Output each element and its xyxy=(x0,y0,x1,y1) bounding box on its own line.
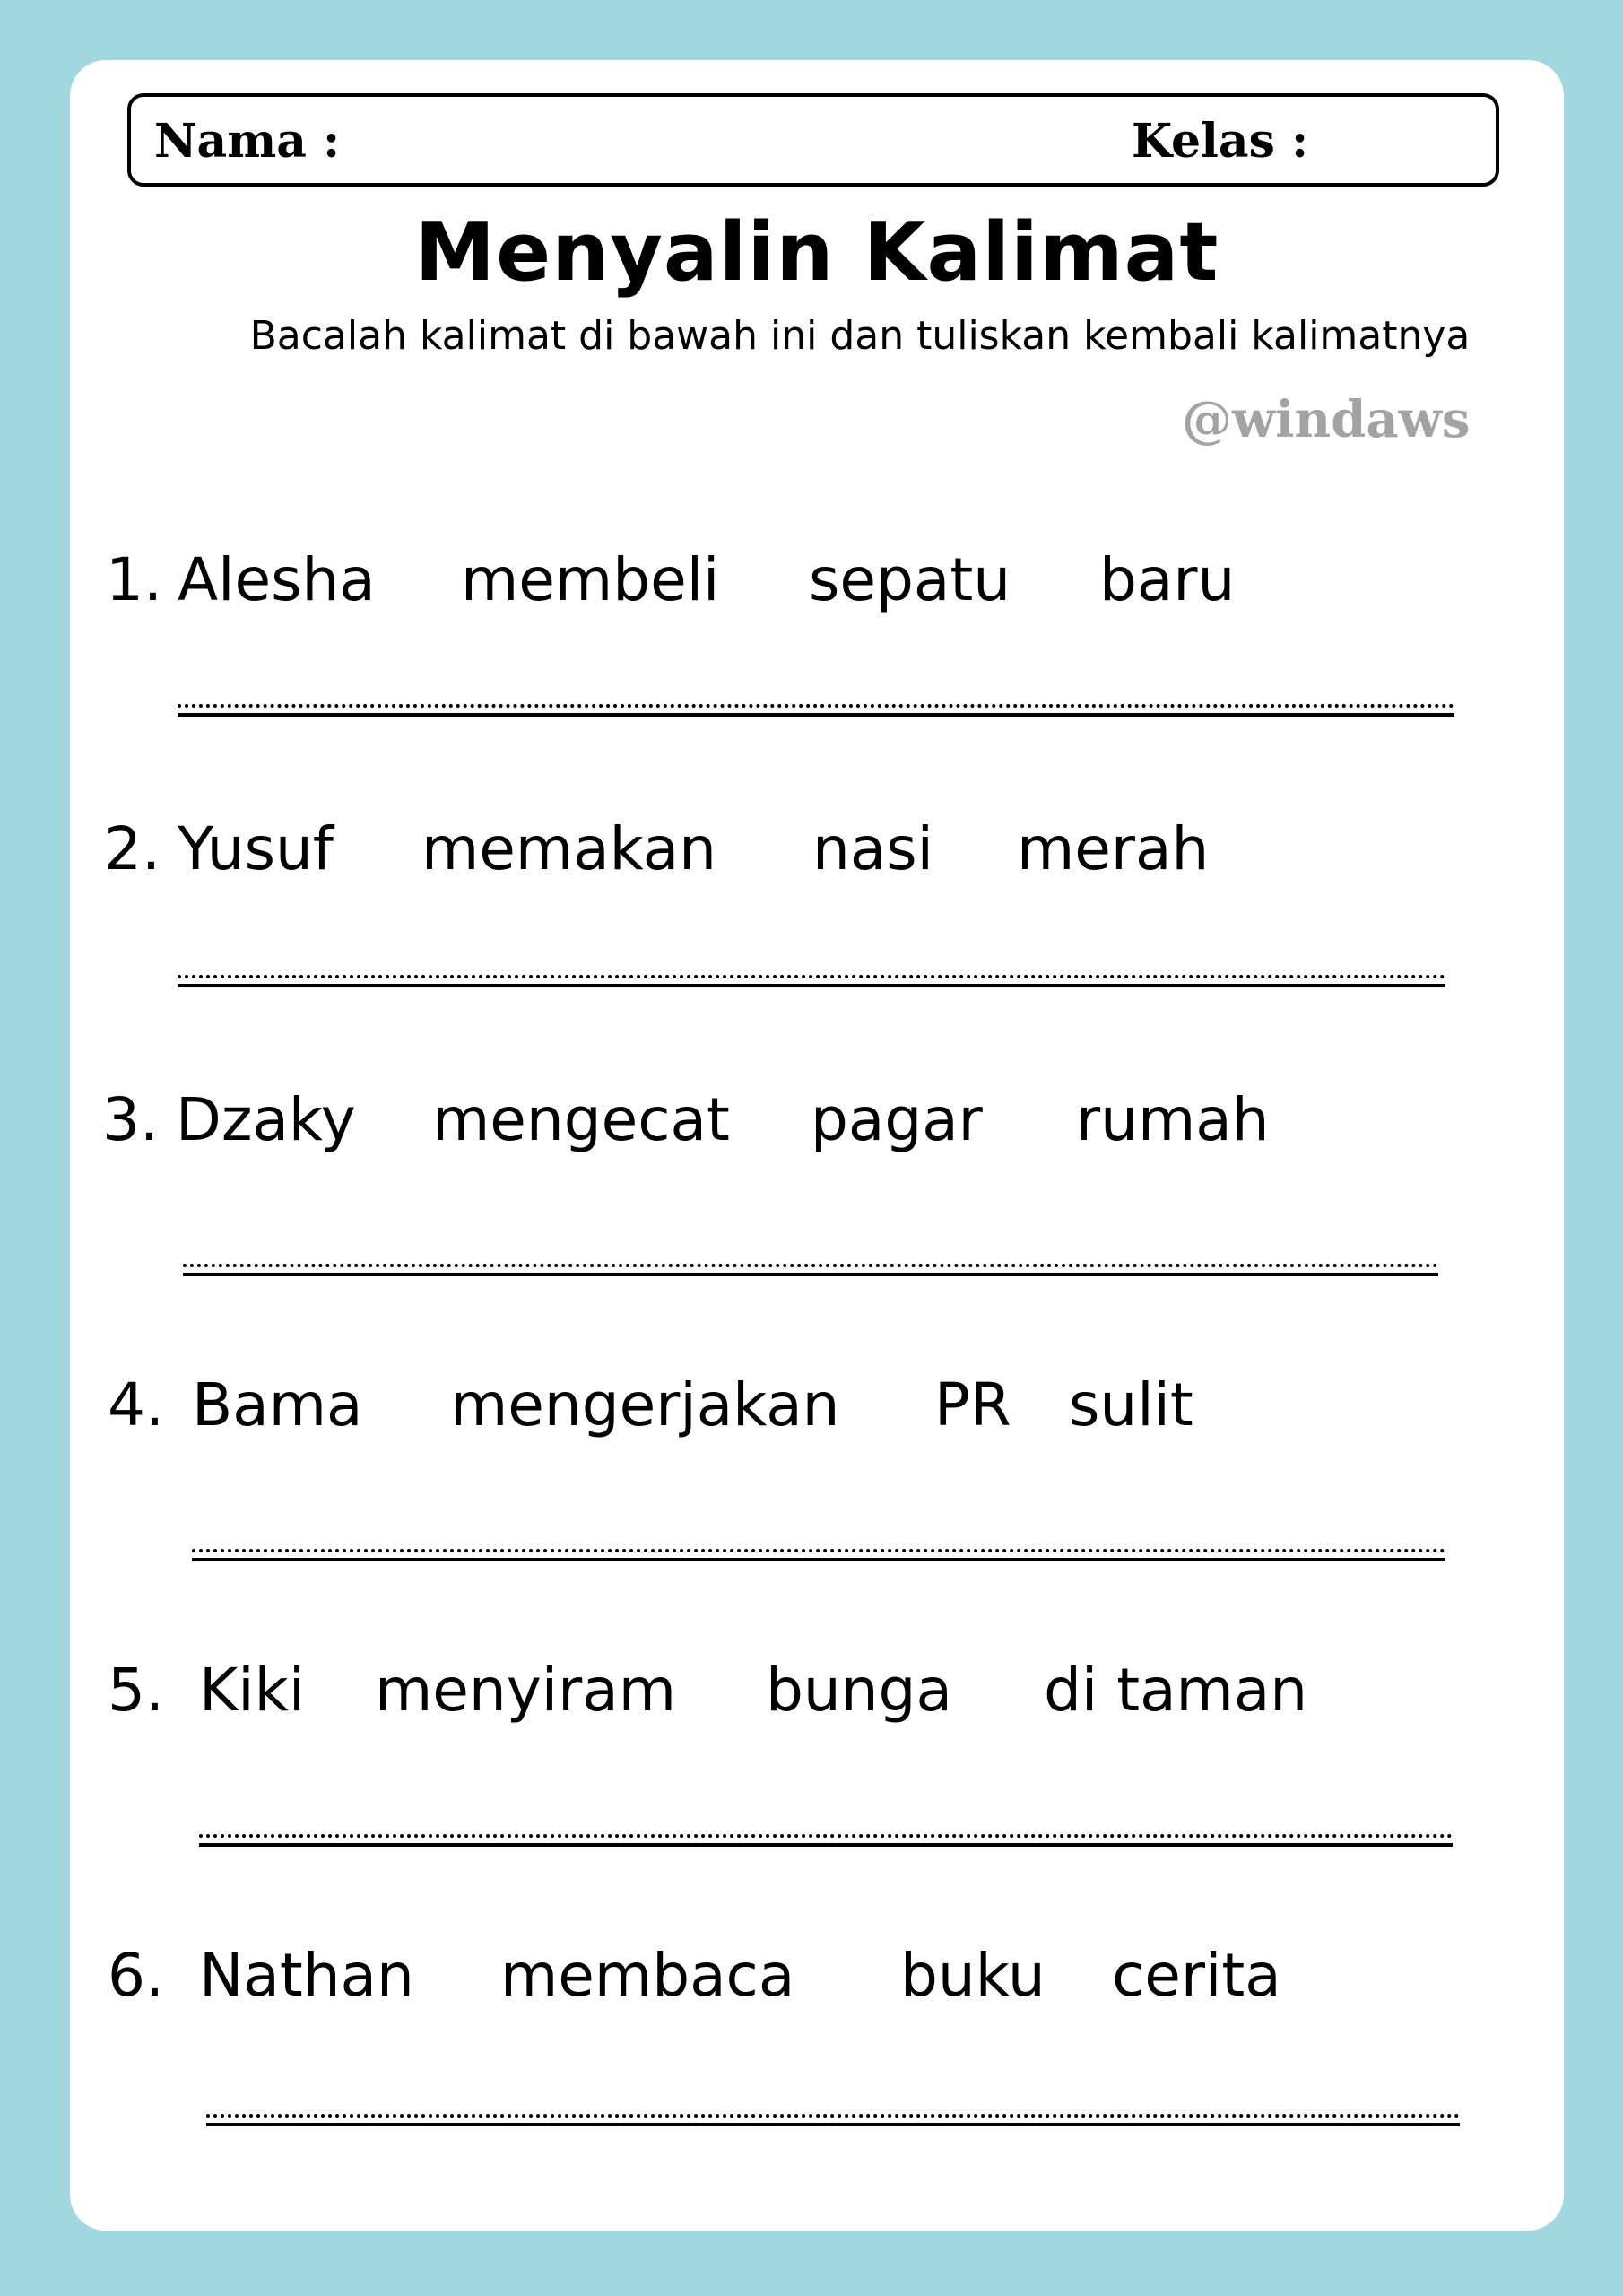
writing-line[interactable] xyxy=(178,975,1445,987)
exercise-item xyxy=(70,1370,1564,1639)
page-title: Menyalin Kalimat xyxy=(414,205,1219,300)
sentence-word: sepatu xyxy=(809,545,1011,614)
sentence-word: bunga xyxy=(766,1656,952,1725)
item-number: 6. xyxy=(108,1941,164,2010)
exercise-item xyxy=(70,1084,1564,1353)
exercise-item xyxy=(70,1940,1564,2209)
instruction-text: Bacalah kalimat di bawah ini dan tuliskan kembali kalimatnya xyxy=(249,313,1471,359)
worksheet xyxy=(70,60,1564,2231)
exercise-item xyxy=(70,813,1564,1083)
exercise-item xyxy=(70,1655,1564,1924)
item-number: 2. xyxy=(104,814,161,883)
item-number: 5. xyxy=(108,1656,164,1725)
sentence-word: memakan xyxy=(421,814,716,883)
writing-line[interactable] xyxy=(192,1549,1445,1561)
sentence-word: sulit xyxy=(1069,1370,1193,1439)
sentence-word: Alesha xyxy=(178,545,376,614)
item-number: 3. xyxy=(102,1085,159,1154)
sentence-word: Bama xyxy=(192,1370,363,1439)
sentence-word: membaca xyxy=(500,1941,795,2010)
sentence-word: menyiram xyxy=(375,1656,676,1725)
sentence-word: Yusuf xyxy=(178,814,334,883)
exercise-item xyxy=(70,544,1564,813)
sentence-word: Nathan xyxy=(199,1941,414,2010)
sentence-word: buku xyxy=(900,1941,1046,2010)
sentence-word: Dzaky xyxy=(176,1085,356,1154)
sentence-word: mengecat xyxy=(432,1085,730,1154)
sentence-word: mengerjakan xyxy=(450,1370,840,1439)
sentence-word: PR xyxy=(934,1370,1011,1439)
sentence-word: cerita xyxy=(1112,1941,1281,2010)
watermark: @windaws xyxy=(1182,390,1471,449)
item-number: 4. xyxy=(108,1370,164,1439)
sentence-word: membeli xyxy=(461,545,720,614)
sentence-word: nasi xyxy=(812,814,933,883)
sentence-word: Kiki xyxy=(199,1656,306,1725)
sentence-word: merah xyxy=(1017,814,1210,883)
name-label: Nama : xyxy=(154,114,341,169)
sentence-word: rumah xyxy=(1076,1085,1270,1154)
sentence-word: pagar xyxy=(811,1085,983,1154)
writing-line[interactable] xyxy=(206,2114,1460,2126)
writing-line[interactable] xyxy=(199,1834,1453,1847)
student-info-box xyxy=(127,93,1499,187)
item-number: 1. xyxy=(106,545,162,614)
writing-line[interactable] xyxy=(183,1264,1438,1276)
writing-line[interactable] xyxy=(178,704,1454,717)
sentence-word: baru xyxy=(1099,545,1236,614)
class-label: Kelas : xyxy=(1132,114,1309,169)
sentence-word: di taman xyxy=(1044,1656,1308,1725)
